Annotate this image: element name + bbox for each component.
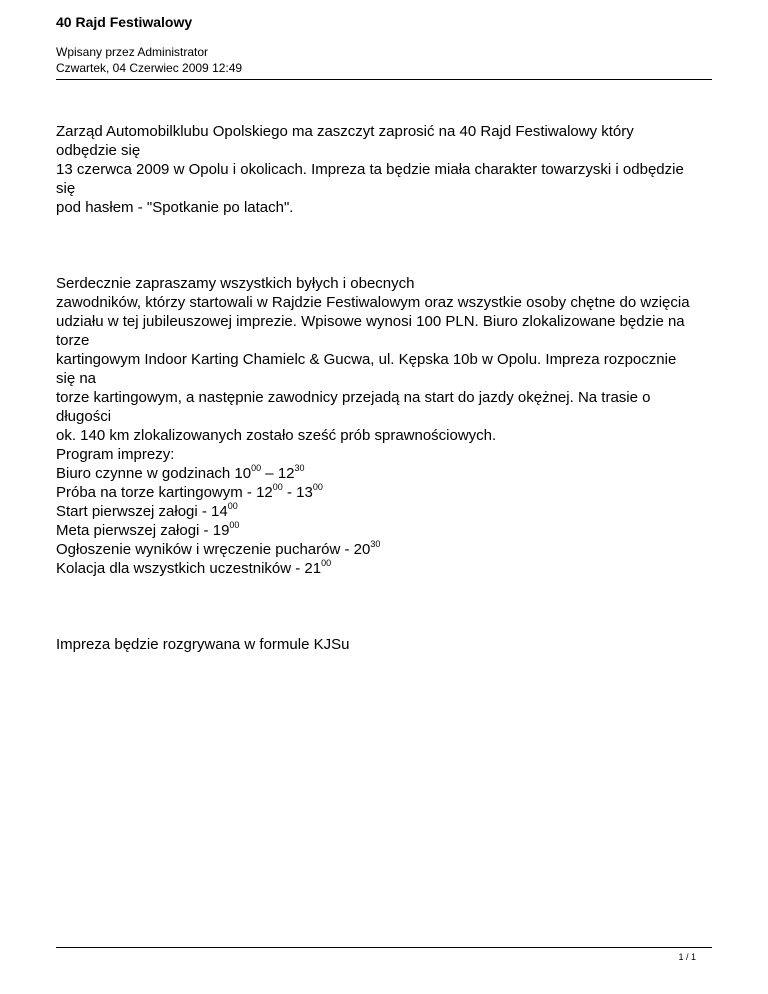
article-body [56,122,716,654]
date-line: Czwartek, 04 Czerwiec 2009 12:49 [56,61,243,75]
program-item: Próba na torze kartingowym - $12^{00} - 13^{00}$ [56,482,323,501]
text-line: torze [56,332,90,349]
article-title: 40 Rajd Festiwalowy [56,14,193,30]
program-item: Meta pierwszej załogi - $19^{00}$ [56,520,240,539]
header-divider [56,79,712,80]
article-meta [56,44,242,76]
page-number: 1 / 1 [678,952,696,962]
text-line: Serdecznie zapraszamy wszystkich byłych i obecnych [56,275,415,292]
program-item: Start pierwszej załogi - $14^{00}$ [56,501,238,520]
author-line: Wpisany przez Administrator [56,45,209,59]
text-line: długości [56,408,112,425]
details-paragraph [56,274,716,578]
intro-paragraph [56,122,716,217]
footer-divider [56,947,712,948]
text-line: pod hasłem - "Spotkanie po latach". [56,199,294,216]
spacer [56,217,716,274]
program-item: Biuro czynne w godzinach $10^{00} - 12^{30}$ [56,463,305,482]
text-line: udziału w tej jubileuszowej imprezie. Wpisowe wynosi 100 PLN. Biuro zlokalizowane będzie na [56,313,685,330]
text-line: zawodników, którzy startowali w Rajdzie Festiwalowym oraz wszystkie osoby chętne do wzięcia [56,294,690,311]
text-line: się na [56,370,97,387]
program-item: Ogłoszenie wyników i wręczenie pucharów - $20^{30}$ [56,539,381,558]
program-item: Kolacja dla wszystkich uczestników - $21^{00}$ [56,558,332,577]
text-line: 13 czerwca 2009 w Opolu i okolicach. Impreza ta będzie miała charakter towarzyski i odbędzie [56,161,684,178]
text-line: się [56,180,76,197]
spacer [56,578,716,635]
program-heading: Program imprezy: [56,446,175,463]
text-line: Zarząd Automobilklubu Opolskiego ma zaszczyt zaprosić na 40 Rajd Festiwalowy który [56,123,634,140]
text-line: torze kartingowym, a następnie zawodnicy przejadą na start do jazdy okężnej. Na trasie o [56,389,651,406]
closing-paragraph: Impreza będzie rozgrywana w formule KJSu [56,636,350,653]
text-line: odbędzie się [56,142,141,159]
text-line: kartingowym Indoor Karting Chamielc & Gucwa, ul. Kępska 10b w Opolu. Impreza rozpocznie [56,351,677,368]
text-line: ok. 140 km zlokalizowanych zostało sześć prób sprawnościowych. [56,427,497,444]
